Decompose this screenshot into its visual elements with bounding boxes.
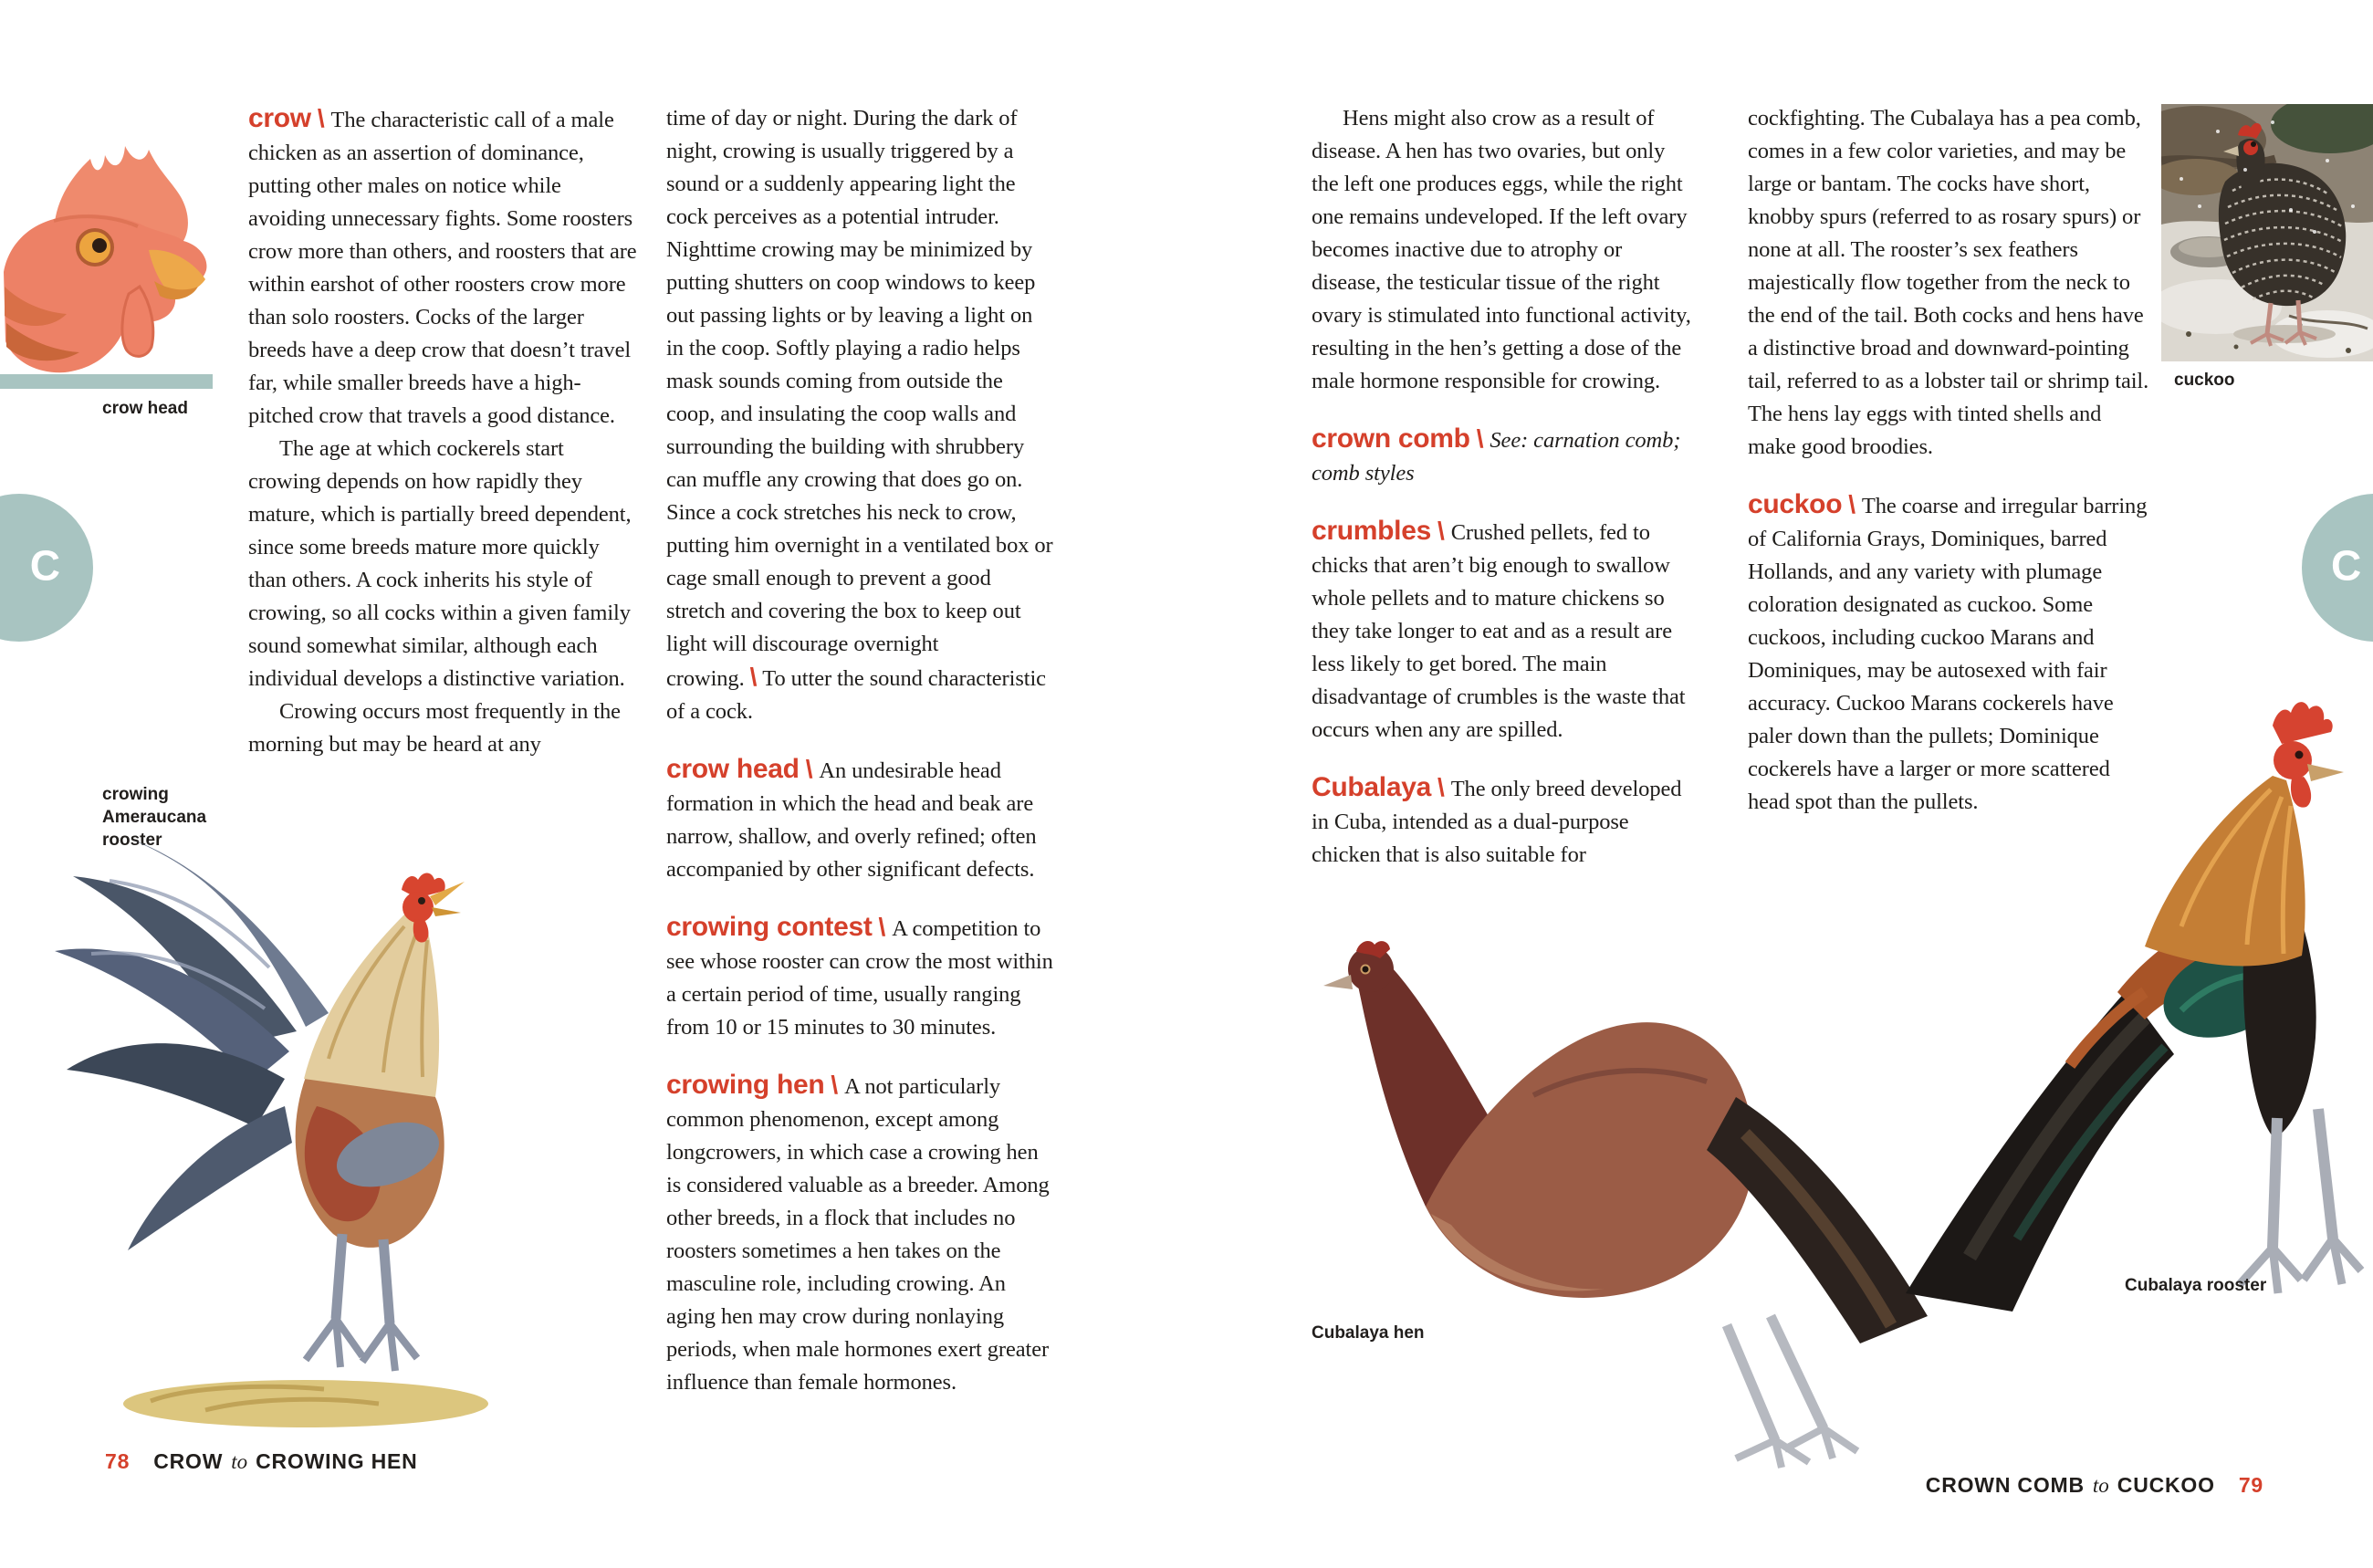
entry-crown-comb-see: See: carnation comb; comb styles — [1312, 428, 1681, 486]
caption-line: crowing — [102, 785, 169, 804]
definition-slash-icon: \ — [831, 1071, 839, 1099]
cubalaya-hen-illustration — [1314, 931, 1935, 1471]
footer-range-end: CROWING HEN — [256, 1449, 418, 1473]
footer-to: to — [2092, 1474, 2109, 1497]
caption-cubalaya-hen: Cubalaya hen — [1312, 1323, 1425, 1343]
entry-term-cuckoo: cuckoo — [1748, 489, 1843, 519]
column-1 — [248, 102, 639, 761]
entry-crowing-hen-body-b: Hens might also crow as a result of disease. A hen has two ovaries, but only the left one produces eggs, while the right one remains undeveloped. If the left ovary becomes inactive due to atrophy or disease, the testicular tissue of the right ovary is stimulated into functional activity, resulting in the hen’s getting a dose of the male hormone responsible for crowing. — [1312, 106, 1691, 393]
caption-line: Ameraucana — [102, 808, 207, 827]
caption-cuckoo: cuckoo — [2174, 371, 2235, 390]
page-number-right: 79 — [2238, 1473, 2263, 1497]
entry-crow-head-body: An undesirable head formation in which the head and beak are narrow, shallow, and overly refined; often accompanied by other significant defects. — [666, 758, 1037, 882]
ameraucana-rooster-illustration — [23, 803, 598, 1442]
footer-range-end: CUCKOO — [2117, 1473, 2215, 1497]
entry-crow-def2: To utter the sound characteristic of a cock. — [666, 666, 1046, 724]
entry-cuckoo-body: The coarse and irregular barring of California Grays, Dominiques, barred Hollands, and any variety with plumage coloration designated as cuckoo. Some cuckoos, including cuckoo Marans and Dominiques, may be autosexed with fair accuracy. Cuckoo Marans cockerels have paler down than the pullets; Dominique cockerels have a larger or more scattered head spot than the pullets. — [1748, 494, 2148, 814]
entry-crown-comb — [1312, 423, 1697, 490]
entry-cubalaya-body-b: cockfighting. The Cubalaya has a pea comb, comes in a few color varieties, and may be large or bantam. The cocks have short, knobby spurs (referred to as rosary spurs) or none at all. The rooster’s sex feathers majestically flow together from the neck to the end of the tail. Both cocks and hens have a distinctive broad and downward-pointing tail, referred to as a lobster tail or shrimp tail. The hens lay eggs with tinted shells and make good broodies. — [1748, 106, 2149, 459]
entry-crow-head — [666, 753, 1053, 886]
section-tab-left — [0, 494, 93, 642]
page-number-left: 78 — [105, 1449, 131, 1473]
section-letter-left: C — [29, 541, 60, 590]
entry-term-crumbles: crumbles — [1312, 516, 1431, 546]
definition-slash-icon: \ — [1437, 517, 1445, 545]
definition-slash-icon: \ — [1476, 424, 1484, 453]
entry-crow-def1: The characteristic call of a male chicken as an assertion of dominance, putting other males on notice while avoiding unnecessary fights. Some roosters crow more than others, and roosters that are within earshot of other roosters crow more than solo roosters. Cocks of the larger breeds have a deep crow that doesn’t travel far, while smaller breeds have a high-pitched crow that travels a good distance. — [248, 108, 637, 428]
definition-slash-icon: \ — [805, 755, 813, 783]
entry-term-crowing-hen: crowing hen — [666, 1070, 825, 1100]
entry-term-cubalaya: Cubalaya — [1312, 772, 1431, 802]
caption-cubalaya-rooster: Cubalaya rooster — [2125, 1276, 2267, 1295]
footer-to: to — [231, 1450, 248, 1473]
entry-crow-continued — [666, 102, 1053, 728]
entry-crow-p3b: time of day or night. During the dark of night, crowing is usually triggered by a sound or a suddenly appearing light the cock perceives as a potential intruder. Nighttime crowing may be minimized by putting shutters on coop windows to keep out passing lights or by leaving a light on in the coop. Softly playing a radio helps mask sounds coming from outside the coop, and insulating the coop walls and surrounding the building with shrubbery can muffle any crowing that does go on. Since a cock stretches his neck to crow, putting him overnight in a ventilated box or cage small enough to prevent a good stretch and covering the box to keep out light will discourage overnight crowing. — [666, 106, 1053, 691]
entry-crow-p2: The age at which cockerels start crowing depends on how rapidly they mature, which is partially breed dependent, since some breeds mature more quickly than others. A cock inherits his style of crowing, so all cocks within a given family sound somewhat similar, although each individual develops a distinctive variation. — [248, 436, 632, 691]
footer-range-start: CROW — [153, 1449, 224, 1473]
crow-head-illustration — [3, 108, 214, 374]
entry-term-crowing-contest: crowing contest — [666, 912, 873, 942]
definition-slash-icon: \ — [1437, 773, 1445, 801]
entry-term-crow: crow — [248, 103, 311, 133]
section-letter-right: C — [2331, 541, 2362, 590]
definition-slash-icon: \ — [878, 913, 886, 941]
section-tab-right — [2302, 494, 2373, 642]
left-page-footer — [105, 1449, 418, 1474]
column-3 — [1312, 102, 1697, 872]
caption-crow-head: crow head — [102, 399, 188, 418]
entry-term-crow-head: crow head — [666, 754, 800, 784]
entry-crumbles — [1312, 515, 1697, 747]
crow-head-underline — [0, 374, 213, 389]
entry-crowing-hen — [666, 1069, 1053, 1399]
entry-crumbles-body: Crushed pellets, fed to chicks that aren’t big enough to swallow whole pellets and to mature chickens so they take longer to eat and as a result are less likely to get bored. The main disadvantage of crumbles is the waste that occurs when any are spilled. — [1312, 520, 1686, 742]
entry-term-crown-comb: crown comb — [1312, 423, 1470, 454]
cubalaya-rooster-illustration — [1871, 689, 2373, 1328]
caption-line: rooster — [102, 831, 162, 850]
entry-crowing-contest — [666, 911, 1053, 1044]
entry-cubalaya — [1312, 771, 1697, 872]
entry-crow — [248, 102, 639, 433]
entry-cubalaya-body-a: The only breed developed in Cuba, intended as a dual-purpose chicken that is also suitable for — [1312, 777, 1682, 867]
right-page-footer — [1926, 1473, 2263, 1498]
definition-slash-icon: \ — [749, 663, 758, 691]
definition-slash-icon: \ — [317, 104, 325, 132]
cuckoo-photo — [2161, 104, 2373, 361]
footer-range-start: CROWN COMB — [1925, 1473, 2085, 1497]
definition-slash-icon: \ — [1848, 490, 1856, 518]
entry-crowing-hen-body-a: A not particularly common phenomenon, except among longcrowers, in which case a crowing hen is considered valuable as a breeder. Among other breeds, in a flock that includes no roosters sometimes a hen takes on the masculine role, including crowing. An aging hen may crow during nonlaying periods, when male hormones exert greater influence than female hormones. — [666, 1074, 1050, 1395]
entry-crowing-contest-body: A competition to see whose rooster can crow the most within a certain period of time, usually ranging from 10 or 15 minutes to 30 minutes. — [666, 916, 1053, 1040]
entry-crow-p3a: Crowing occurs most frequently in the morning but may be heard at any — [248, 699, 621, 757]
column-2 — [666, 102, 1053, 1399]
